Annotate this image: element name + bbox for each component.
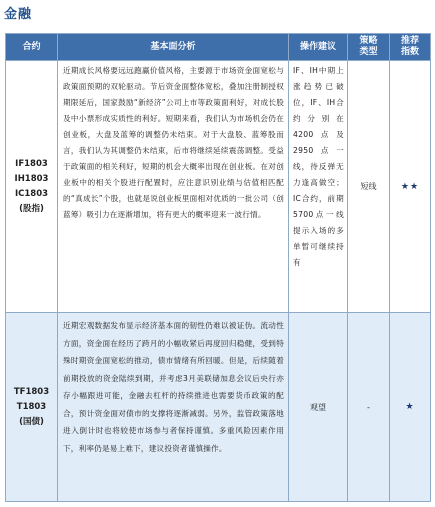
strategy-cell: - [348,313,390,502]
header-rating-line1: 推荐 [400,36,419,46]
futures-table [5,33,431,502]
table-header-row [6,34,431,61]
header-rating [390,34,431,61]
rating-cell [390,61,431,313]
contract-cell [6,61,58,313]
contract-code: IC1803 [14,188,49,199]
contract-category: (国债) [19,416,44,427]
header-contract: 合约 [6,34,58,61]
header-rating-line2: 指数 [400,47,419,57]
analysis-text: 近期成长风格要远远跑赢价值风格，主要源于市场资金面宽松与政策面预期的双轮驱动。节后资金面整体宽松，叠加注册制授权期限延后，国家鼓励“新经济”公司上市等政策面利好，对成长股及中小票形成实质性的利好。短期来看，我们认为市场机会仍在创业板，大盘及蓝筹的调整仍未结束。对于大盘股、蓝筹股而言，我们认为其调整仍未结束，后市将继续延续震荡调整。受益于政策面的相关利好，短期的机会大概率出现在创业板。在对创业板中的相关个股进行配置时，应注意识别业绩与估值相匹配的“真成长”个股，也就是说创业板里面相对优质的一批公司（创蓝筹）吸引力在逐渐增加，将有更大的概率迎来一波行情。 [63,66,284,219]
header-strategy-line1: 策略 [359,36,378,46]
contract-category: (股指) [19,203,44,214]
table-row-treasury [6,313,431,502]
contract-code: IF1803 [15,158,48,169]
rating-stars-icon: ★★ [400,181,420,192]
header-advice: 操作建议 [289,34,348,61]
header-strategy-line2: 类型 [359,47,378,57]
page-title: 金融 [4,7,33,22]
advice-text: IF、IH中期上涨趋势已破位，IF、IH合约分别在4200点及2950点一线，待反弹无力逢高做空；IC合约，前期5700点一线提示入场的多单暂可继续持有 [293,66,344,267]
advice-cell [289,61,348,313]
contract-cell [6,313,58,502]
rating-stars-icon: ★ [405,402,415,412]
contract-code: TF1803 [13,386,50,397]
contract-code: IH1803 [14,173,49,184]
advice-cell: 观望 [289,313,348,502]
analysis-cell [58,313,289,502]
analysis-cell [58,61,289,313]
contract-code: T1803 [16,401,47,412]
header-strategy [348,34,390,61]
header-analysis: 基本面分析 [58,34,289,61]
table-row-stock-index [6,61,431,313]
rating-cell [390,313,431,502]
strategy-cell: 短线 [348,61,390,313]
analysis-text: 近期宏观数据发布显示经济基本面的韧性仍难以被证伪。流动性方面，资金面在经历了跨月的小幅收紧后再度回归稳健，受到特殊时期资金面宽松的推动，债市情绪有所回暖。但是，后续随着前期投放的资金陆续到期，并考虑3月美联储加息会议后央行亦存小幅跟进可能，金融去杠杆的持续推进也需要货币政策的配合，预计资金面对债市的支撑将逐渐减弱。另外，监管政策落地进入倒计时也将较使市场参与者保持谨慎。多重风险因素作用下，利率仍是易上难下，建议投资者谨慎操作。 [63,321,284,453]
